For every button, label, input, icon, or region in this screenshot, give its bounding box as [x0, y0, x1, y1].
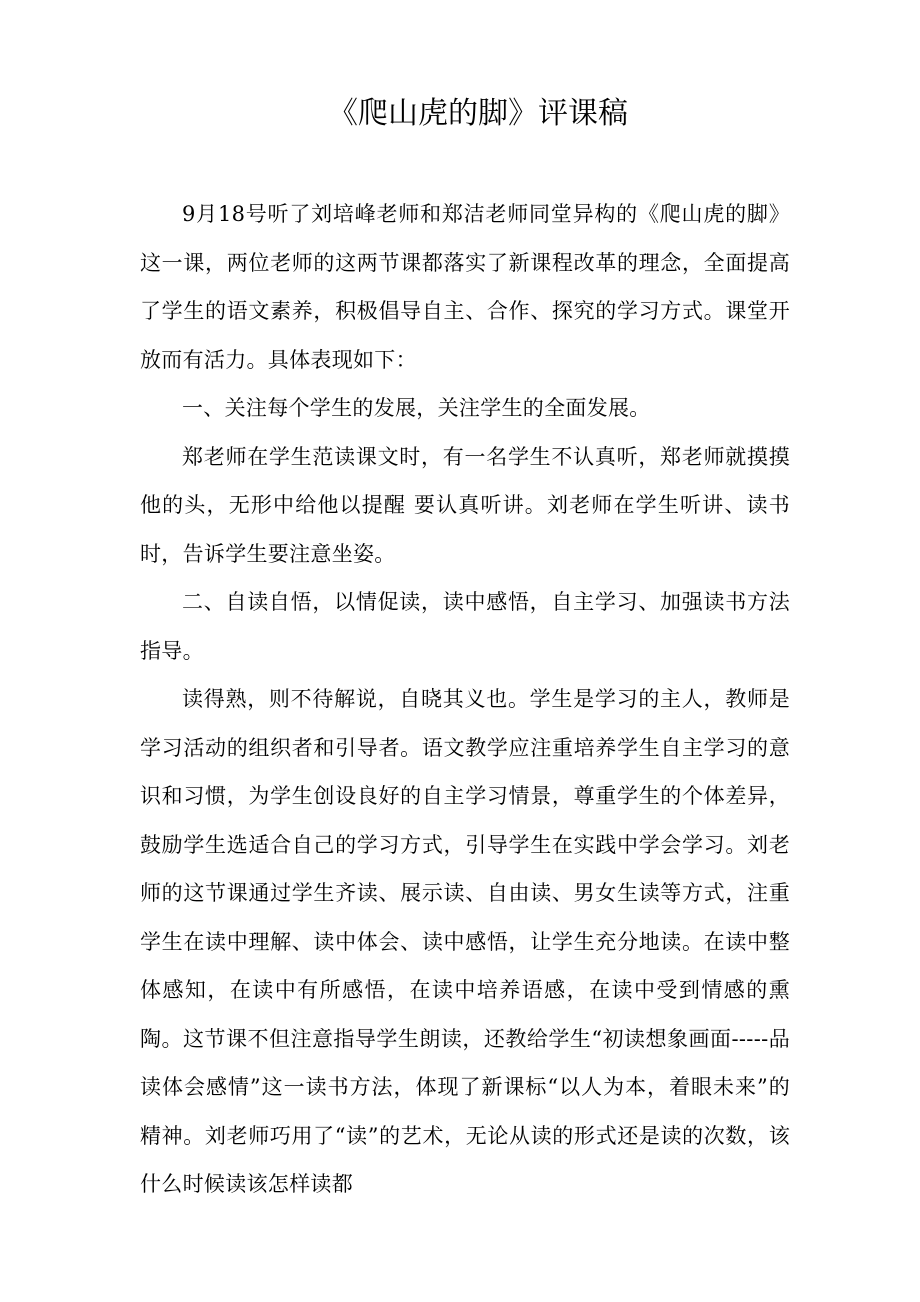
paragraph-intro: 9月18号听了刘培峰老师和郑洁老师同堂异构的《爬山虎的脚》这一课，两位老师的这两节课都落实了新课程改革的理念，全面提高了学生的语文素养，积极倡导自主、合作、探究的学习方式。课堂开放而有活力。具体表现如下： [140, 202, 790, 372]
document-title: 《爬山虎的脚》评课稿 [328, 96, 628, 131]
paragraph-point-one-heading: 一、关注每个学生的发展，关注学生的全面发展。 [182, 396, 651, 420]
document-body [140, 190, 790, 1209]
paragraph-point-one-body: 郑老师在学生范读课文时，有一名学生不认真听，郑老师就摸摸他的头，无形中给他以提醒 要认真听讲。刘老师在学生听讲、读书时，告诉学生要注意坐姿。 [140, 444, 790, 566]
paragraph-point-two-body: 读得熟，则不待解说，自晓其义也。学生是学习的主人，教师是学习活动的组织者和引导者。语文教学应注重培养学生自主学习的意识和习惯，为学生创设良好的自主学习情景，尊重学生的个体差异，鼓励学生选适合自己的学习方式，引导学生在实践中学会学习。刘老师的这节课通过学生齐读、展示读、自由读、男女生读等方式，注重学生在读中理解、读中体会、读中感悟，让学生充分地读。在读中整体感知，在读中有所感悟，在读中培养语感，在读中受到情感的熏陶。这节课不但注意指导学生朗读，还教给学生“初读想象画面-----品读体会感情”这一读书方法，体现了新课标“以人为本，着眼未来”的精神。刘老师巧用了“读”的艺术，无论从读的形式还是读的次数，该什么时候读该怎样读都 [140, 687, 790, 1196]
paragraph-point-two-heading: 二、自读自悟，以情促读，读中感悟，自主学习、加强读书方法指导。 [140, 590, 790, 663]
